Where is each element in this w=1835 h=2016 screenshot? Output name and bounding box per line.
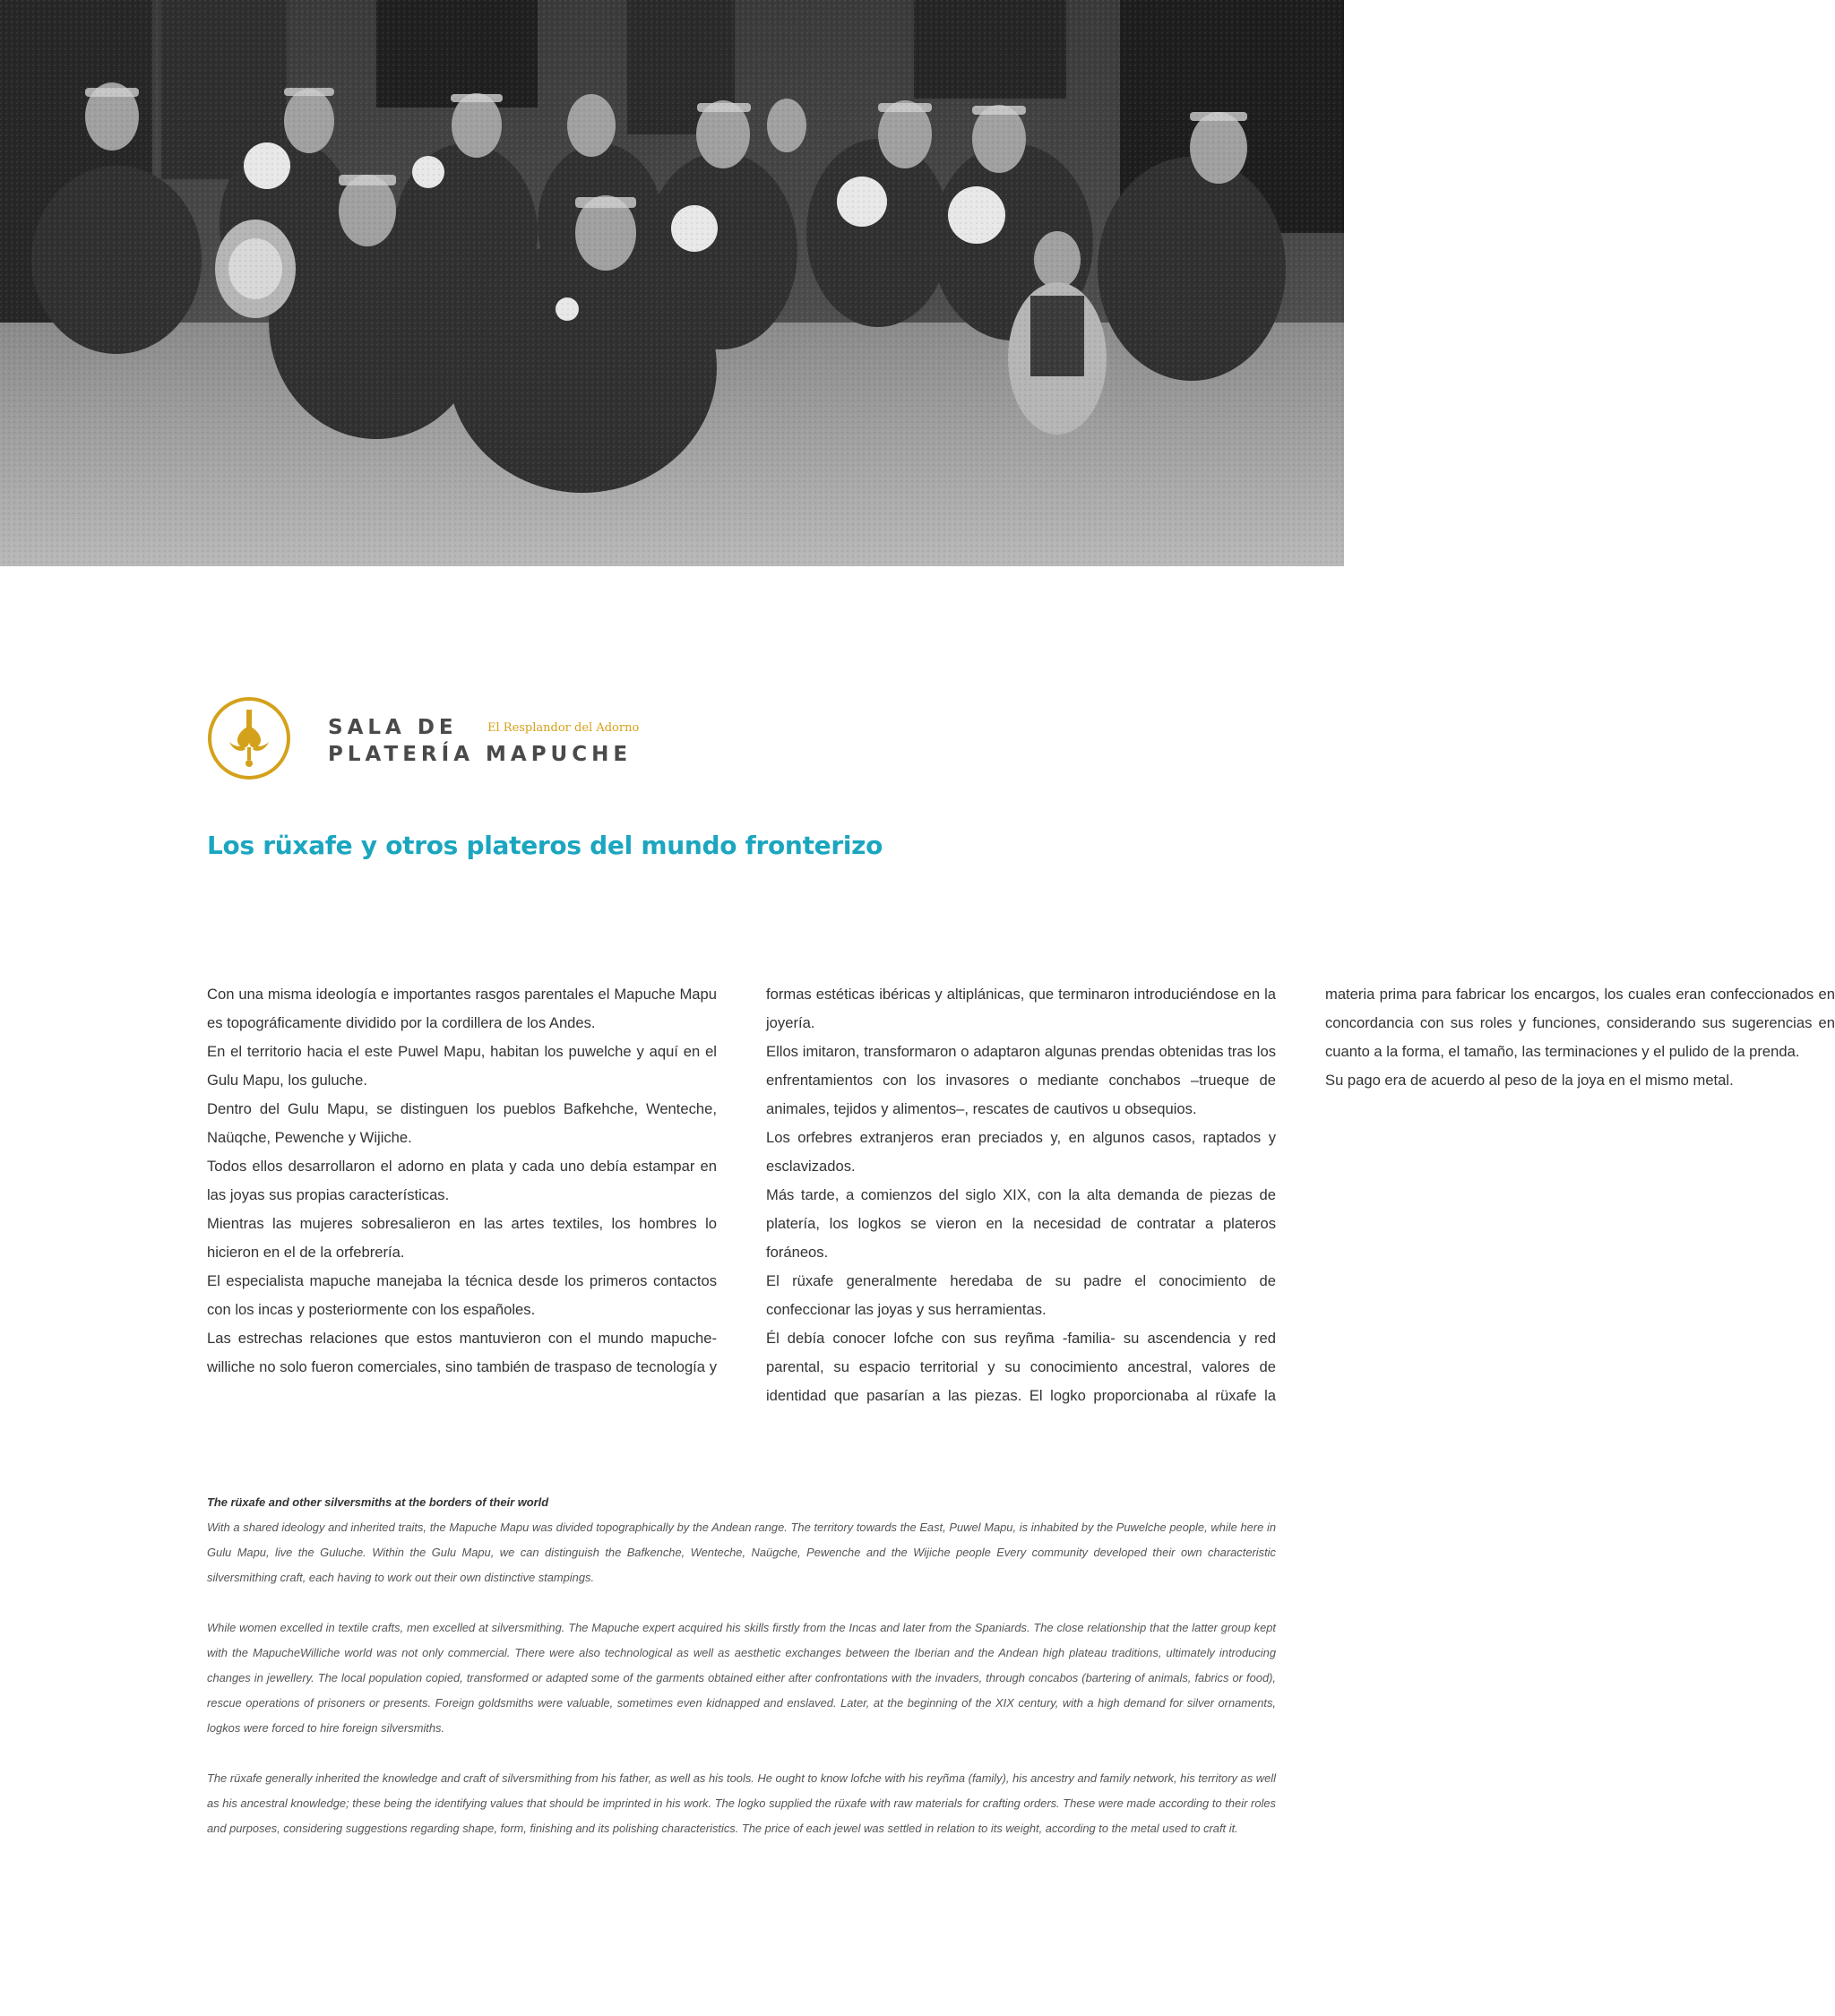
spanish-paragraph: El rüxafe generalmente heredaba de su padre el conocimiento de confeccionar las joyas y sus herramientas.: [766, 1272, 1276, 1318]
sala-logo: [206, 695, 292, 781]
english-paragraph: The rüxafe generally inherited the knowledge and craft of silversmithing from his father, as well as his tools. He ought to know lofche with his reyñma (family), his ancestry and family network, his territory as well as his ancestral knowledge; these being the identifying values that should be imprinted in his work. The logko supplied the rüxafe with raw materials for crafting orders. These were made according to their roles and purposes, considering suggestions regarding shape, form, finishing and its polishing characteristics. The price of each jewel was settled in relation to its weight, according to the metal used to craft it.: [207, 1771, 1276, 1835]
spanish-paragraph: Con una misma ideología e importantes rasgos parentales el Mapuche Mapu es topográficamente dividido por la cordillera de los Andes.: [207, 986, 717, 1031]
spanish-paragraph: Todos ellos desarrollaron el adorno en plata y cada uno debía estampar en las joyas sus propias características.: [207, 1158, 717, 1203]
spanish-paragraph: El especialista mapuche manejaba la técnica desde los primeros contactos con los incas y posteriormente con los españoles.: [207, 1272, 717, 1318]
spanish-paragraph: Dentro del Gulu Mapu, se distinguen los pueblos Bafkehche, Wenteche, Naüqche, Pewenche y Wijiche.: [207, 1100, 717, 1146]
brand-block: [328, 714, 650, 768]
spanish-paragraph: Mientras las mujeres sobresalieron en las artes textiles, los hombres lo hicieron en el de la orfebrería.: [207, 1215, 717, 1261]
page-title: Los rüxafe y otros plateros del mundo fronterizo: [207, 831, 883, 860]
historic-photo: [0, 0, 1344, 566]
spanish-paragraph: En el territorio hacia el este Puwel Mapu, habitan los puwelche y aquí en el Gulu Mapu, los guluche.: [207, 1043, 717, 1089]
flower-jewel-icon: [206, 695, 292, 781]
brand-line-1: SALA DE: [328, 716, 458, 739]
english-body: [207, 1490, 1276, 1866]
spanish-paragraph: Los orfebres extranjeros eran preciados y, en algunos casos, raptados y esclavizados.: [766, 1129, 1276, 1175]
historic-photo-art: [0, 0, 1344, 566]
spanish-paragraph: Su pago era de acuerdo al peso de la joya en el mismo metal.: [1325, 1072, 1734, 1089]
spanish-paragraph: Más tarde, a comienzos del siglo XIX, con la alta demanda de piezas de platería, los logkos se vieron en la necesidad de contratar a plateros foráneos.: [766, 1186, 1276, 1261]
spanish-paragraph: Las estrechas relaciones que estos mantuvieron con el mundo mapuche-williche no solo fueron comerciales, sino también de traspaso de tecnología y formas estéticas ibéricas y altiplánicas, que terminaron introduciéndose en la joyería.: [207, 986, 1276, 1375]
brand-subtitle: El Resplandor del Adorno: [487, 721, 640, 735]
brand-line-2: PLATERÍA MAPUCHE: [328, 743, 633, 766]
english-paragraph: While women excelled in textile crafts, men excelled at silversmithing. The Mapuche expert acquired his skills firstly from the Incas and later from the Spaniards. The close relationship that the latter group kept with the MapucheWilliche world was not only commercial. There were also technological as well as aesthetic exchanges between the Iberian and the Andean high plateau traditions, ultimately introducing changes in jewellery. The local population copied, transformed or adapted some of the garments obtained either after confrontations with the invaders, through concabos (bartering of animals, fabrics or food), rescue operations of prisoners or presents. Foreign goldsmiths were valuable, sometimes even kidnapped and enslaved. Later, at the beginning of the XIX century, with a high demand for silver ornaments, logkos were forced to hire foreign silversmiths.: [207, 1621, 1276, 1735]
english-paragraph: With a shared ideology and inherited traits, the Mapuche Mapu was divided topographically by the Andean range. The territory towards the East, Puwel Mapu, is inhabited by the Puwelche people, while here in Gulu Mapu, live the Guluche. Within the Gulu Mapu, we can distinguish the Bafkenche, Wenteche, Naügche, Pewenche and the Wijiche people Every community developed their own characteristic silversmithing craft, each having to work out their own distinctive stampings.: [207, 1521, 1276, 1584]
spanish-body: [207, 980, 1835, 1435]
spanish-paragraph: Él debía conocer lofche con sus reyñma -familia- su ascendencia y red parental, su espacio territorial y su conocimiento ancestral, valores de identidad que pasarían a las piezas. El logko proporcionaba al rüxafe la materia prima para fabricar los encargos, los cuales eran confeccionados en concordancia con sus roles y funciones, considerando sus sugerencias en cuanto a la forma, el tamaño, las terminaciones y el pulido de la prenda.: [766, 986, 1835, 1404]
english-title: The rüxafe and other silversmiths at the borders of their world: [207, 1495, 549, 1509]
spanish-paragraph: Ellos imitaron, transformaron o adaptaron algunas prendas obtenidas tras los enfrentamientos con los invasores o mediante conchabos –trueque de animales, tejidos y alimentos–, rescates de cautivos u obsequios.: [766, 1043, 1276, 1117]
